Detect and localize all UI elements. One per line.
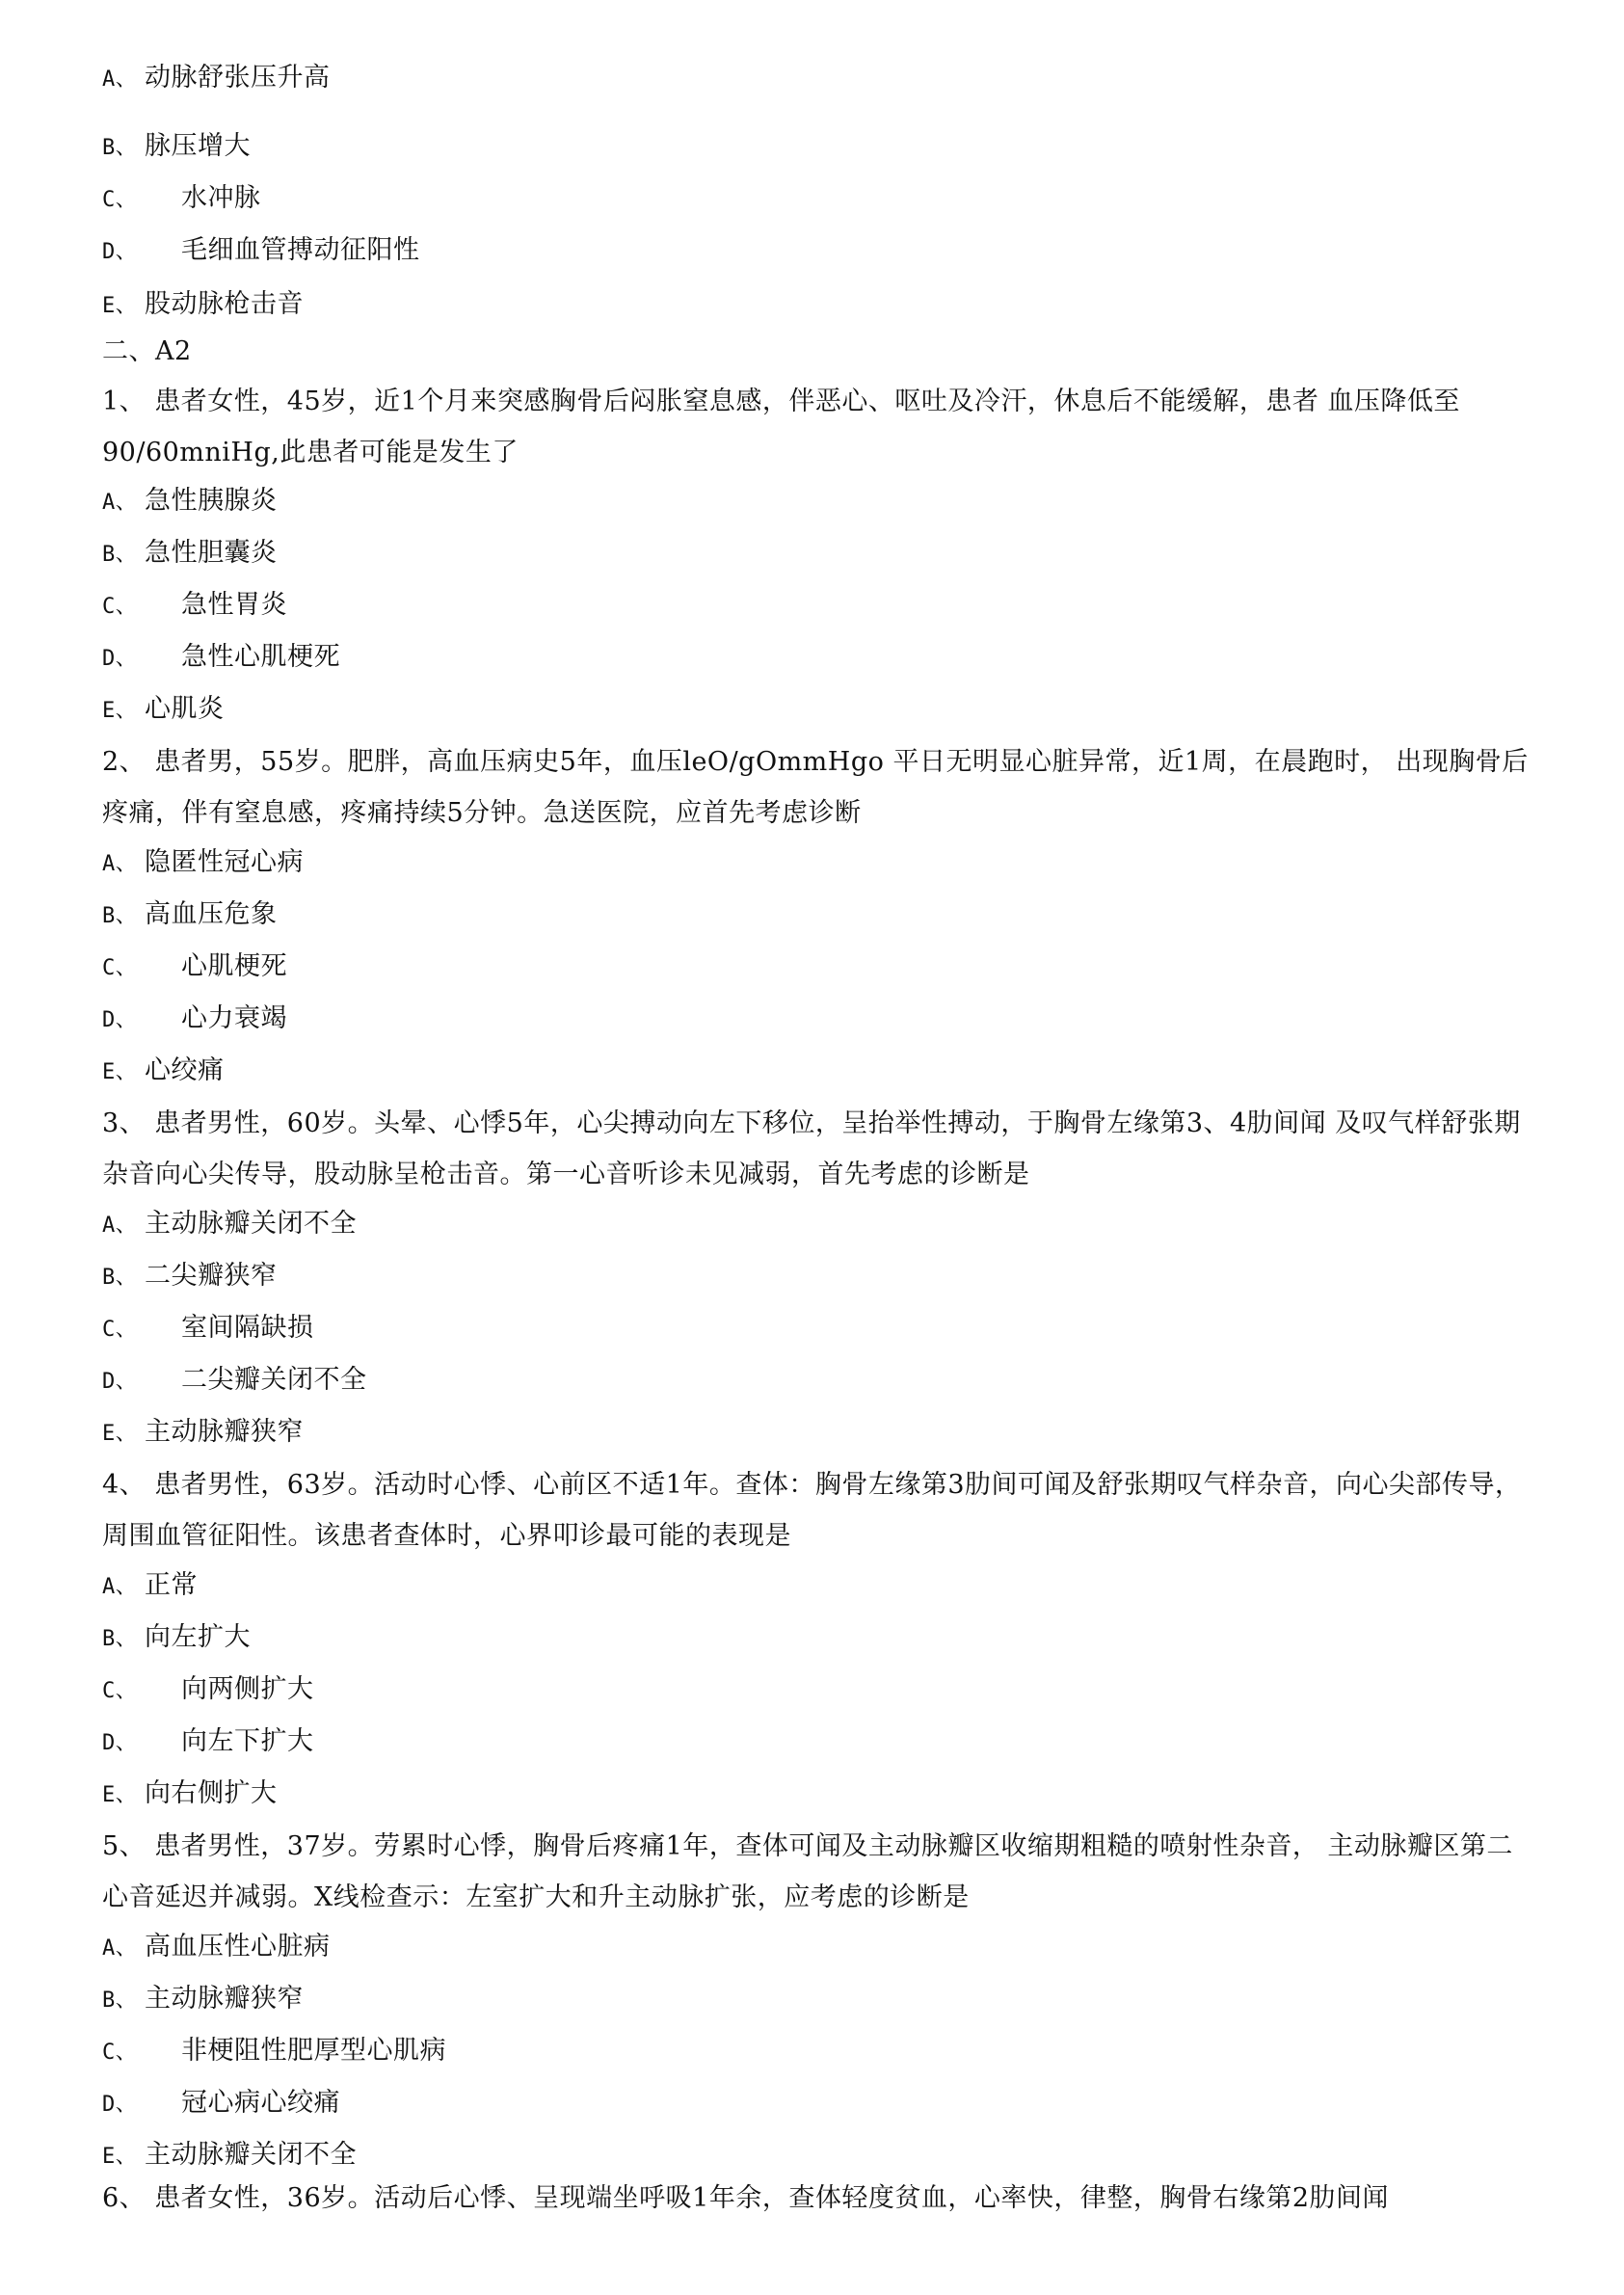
option-b xyxy=(102,1983,304,2017)
option-e xyxy=(102,1416,304,1451)
option-label: A、 xyxy=(102,1936,138,1961)
option-c xyxy=(102,1312,314,1347)
option-text: 正常 xyxy=(145,1570,198,1600)
option-label: D、 xyxy=(102,240,138,264)
question-text: 患者女性，45岁，近1个月来突感胸骨后闷胀窒息感，伴恶心、呕吐及冷汗，休息后不能缓解，患者 血压降低至90/60mniHg,此患者可能是发生了 xyxy=(102,387,1460,467)
option-text: 脉压增大 xyxy=(145,131,251,161)
option-b xyxy=(102,130,251,165)
option-label: A、 xyxy=(102,852,138,876)
question-text: 患者男，55岁。肥胖，高血压病史5年，血压leO/gOmmHgo 平日无明显心脏异常，近1周，在晨跑时， 出现胸骨后疼痛，伴有窒息感，疼痛持续5分钟。急送医院，应首先考虑诊断 xyxy=(102,747,1529,828)
option-text: 主动脉瓣关闭不全 xyxy=(145,2140,357,2170)
option-text: 主动脉瓣关闭不全 xyxy=(145,1209,357,1239)
option-label: B、 xyxy=(102,1266,138,1290)
section-number: 二、 xyxy=(102,336,155,366)
option-text: 急性心肌梗死 xyxy=(181,642,340,672)
option-label: D、 xyxy=(102,647,138,671)
option-label: E、 xyxy=(102,2145,138,2169)
option-d xyxy=(102,1002,287,1037)
section-heading xyxy=(102,335,192,368)
question-5 xyxy=(102,1821,1529,1923)
option-b xyxy=(102,1621,251,1656)
option-label: C、 xyxy=(102,2041,138,2065)
option-label: B、 xyxy=(102,904,138,928)
option-text: 心肌梗死 xyxy=(181,951,287,981)
option-c xyxy=(102,2035,446,2069)
option-text: 水冲脉 xyxy=(181,183,261,213)
question-text: 患者男性，60岁。头晕、心悸5年，心尖搏动向左下移位，呈抬举性搏动，于胸骨左缘第3、4肋间闻 及叹气样舒张期杂音向心尖传导，股动脉呈枪击音。第一心音听诊未见减弱，首先考虑的诊断是 xyxy=(102,1108,1521,1189)
option-label: B、 xyxy=(102,1988,138,2013)
option-text: 向左下扩大 xyxy=(181,1726,314,1756)
option-e xyxy=(102,288,304,323)
option-text: 二尖瓣狭窄 xyxy=(145,1261,278,1291)
option-label: A、 xyxy=(102,491,138,515)
option-label: D、 xyxy=(102,1008,138,1032)
option-d xyxy=(102,1364,367,1399)
question-1 xyxy=(102,376,1529,478)
option-c xyxy=(102,1673,314,1708)
option-a xyxy=(102,846,304,881)
option-label: A、 xyxy=(102,67,138,92)
option-a xyxy=(102,1569,198,1604)
option-label: E、 xyxy=(102,294,138,318)
option-text: 心力衰竭 xyxy=(181,1003,287,1033)
option-text: 急性胆囊炎 xyxy=(145,538,278,568)
option-text: 心绞痛 xyxy=(145,1055,225,1085)
option-e xyxy=(102,1054,225,1089)
question-4 xyxy=(102,1459,1529,1561)
option-label: D、 xyxy=(102,2093,138,2117)
option-label: D、 xyxy=(102,1370,138,1394)
option-label: C、 xyxy=(102,188,138,212)
option-label: D、 xyxy=(102,1731,138,1755)
option-label: C、 xyxy=(102,595,138,619)
option-d xyxy=(102,2087,340,2122)
option-label: E、 xyxy=(102,1422,138,1446)
option-label: C、 xyxy=(102,956,138,980)
option-label: C、 xyxy=(102,1318,138,1342)
option-text: 主动脉瓣狭窄 xyxy=(145,1984,304,2014)
question-number: 2、 xyxy=(102,747,146,777)
question-3 xyxy=(102,1098,1529,1200)
option-a xyxy=(102,1931,331,1965)
option-text: 急性胃炎 xyxy=(181,590,287,620)
question-number: 4、 xyxy=(102,1470,146,1500)
option-d xyxy=(102,1725,314,1760)
option-text: 向左扩大 xyxy=(145,1622,251,1652)
option-text: 向两侧扩大 xyxy=(181,1674,314,1704)
option-label: E、 xyxy=(102,699,138,723)
option-b xyxy=(102,898,278,933)
option-text: 室间隔缺损 xyxy=(181,1313,314,1343)
option-e xyxy=(102,693,225,728)
option-d xyxy=(102,234,420,269)
option-label: A、 xyxy=(102,1575,138,1599)
option-label: B、 xyxy=(102,136,138,160)
option-label: E、 xyxy=(102,1060,138,1084)
question-6 xyxy=(102,2182,1389,2215)
option-label: B、 xyxy=(102,1627,138,1651)
option-e xyxy=(102,1777,278,1812)
question-number: 5、 xyxy=(102,1831,146,1861)
option-text: 向右侧扩大 xyxy=(145,1778,278,1808)
question-number: 6、 xyxy=(102,2183,146,2213)
question-2 xyxy=(102,736,1529,839)
option-a xyxy=(102,485,278,520)
option-a xyxy=(102,62,331,96)
option-b xyxy=(102,1260,278,1294)
option-text: 高血压危象 xyxy=(145,899,278,929)
option-label: E、 xyxy=(102,1783,138,1807)
section-title: A2 xyxy=(155,336,192,366)
question-text: 患者男性，37岁。劳累时心悸，胸骨后疼痛1年，查体可闻及主动脉瓣区收缩期粗糙的喷射性杂音， 主动脉瓣区第二心音延迟并减弱。X线检查示：左室扩大和升主动脉扩张，应考虑的诊断是 xyxy=(102,1831,1513,1912)
option-text: 动脉舒张压升高 xyxy=(145,63,331,93)
option-c xyxy=(102,589,287,624)
option-a xyxy=(102,1208,357,1242)
question-number: 1、 xyxy=(102,387,146,416)
question-text: 患者女性，36岁。活动后心悸、呈现端坐呼吸1年余，查体轻度贫血，心率快，律整，胸骨右缘第2肋间闻 xyxy=(154,2183,1389,2213)
option-label: B、 xyxy=(102,543,138,567)
option-text: 高血压性心脏病 xyxy=(145,1932,331,1961)
option-b xyxy=(102,537,278,572)
option-text: 二尖瓣关闭不全 xyxy=(181,1365,367,1395)
option-text: 毛细血管搏动征阳性 xyxy=(181,235,420,265)
option-text: 股动脉枪击音 xyxy=(145,289,304,319)
option-d xyxy=(102,641,340,676)
option-text: 非梗阻性肥厚型心肌病 xyxy=(181,2036,446,2066)
option-text: 隐匿性冠心病 xyxy=(145,847,304,877)
question-number: 3、 xyxy=(102,1108,146,1138)
option-text: 冠心病心绞痛 xyxy=(181,2088,340,2118)
question-text: 患者男性，63岁。活动时心悸、心前区不适1年。查体：胸骨左缘第3肋间可闻及舒张期叹气样杂音，向心尖部传导，周围血管征阳性。该患者查体时，心界叩诊最可能的表现是 xyxy=(102,1470,1522,1551)
option-text: 急性胰腺炎 xyxy=(145,486,278,516)
option-label: A、 xyxy=(102,1214,138,1238)
option-text: 心肌炎 xyxy=(145,694,225,724)
option-text: 主动脉瓣狭窄 xyxy=(145,1417,304,1447)
option-e xyxy=(102,2139,357,2174)
option-c xyxy=(102,950,287,985)
option-label: C、 xyxy=(102,1679,138,1703)
option-c xyxy=(102,182,261,217)
